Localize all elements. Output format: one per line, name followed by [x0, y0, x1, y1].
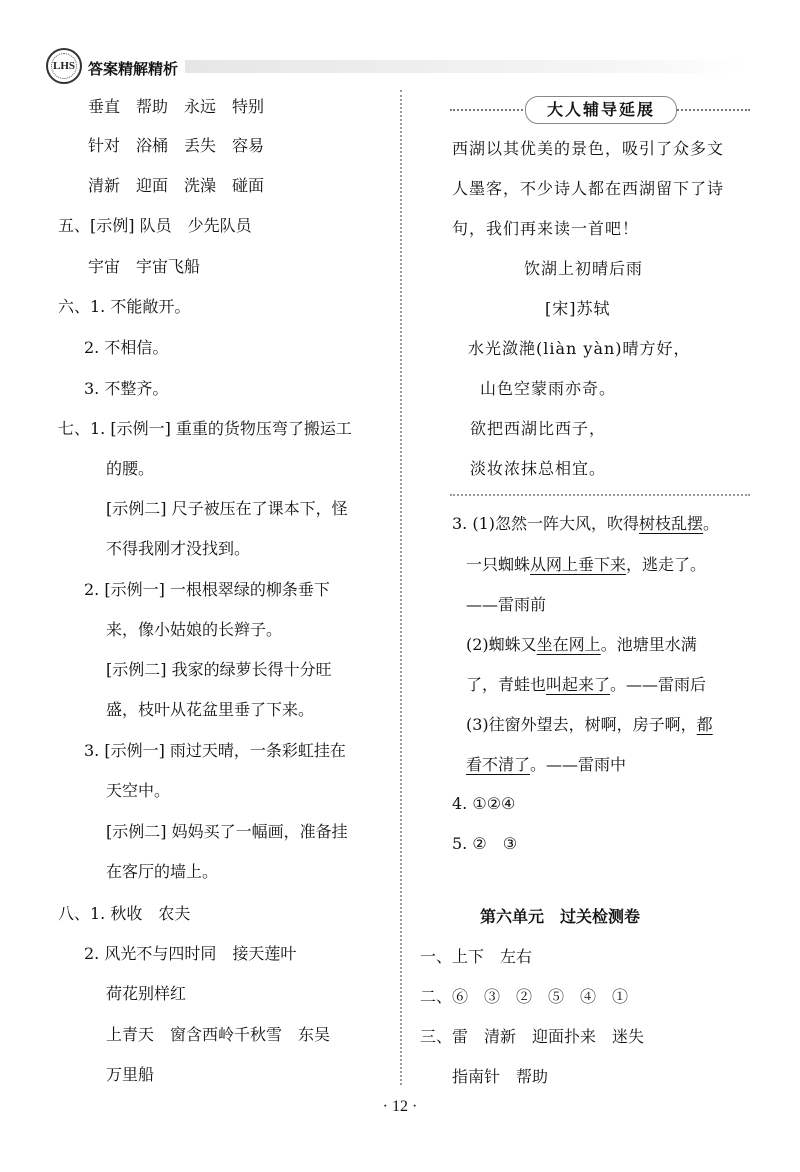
text: 一只蜘蛛 [466, 555, 531, 574]
answer-line: 七、1. [示例一] 重重的货物压弯了搬运工 [58, 419, 352, 438]
answer-line: ——雷雨前 [466, 595, 547, 614]
answer-line [466, 753, 626, 777]
answer-line [466, 633, 697, 657]
poem-title: 饮湖上初晴后雨 [524, 259, 644, 278]
text: 。 [703, 514, 720, 533]
answer-line: [示例二] 尺子被压在了课本下，怪 [106, 499, 348, 518]
answer-line: 上青天 窗含西岭千秋雪 东吴 [106, 1025, 331, 1044]
unit-title: 第六单元 过关检测卷 [480, 907, 641, 926]
answer-line: 3. [示例一] 雨过天晴，一条彩虹挂在 [84, 741, 346, 760]
answer-line: 清新 迎面 洗澡 碰面 [88, 176, 265, 195]
answer-line: [示例二] 妈妈买了一幅画，准备挂 [106, 822, 348, 841]
section-rule [450, 494, 750, 496]
answer-line: 六、1. 不能敞开。 [58, 297, 191, 316]
answer-line: 2. 不相信。 [84, 338, 169, 357]
underlined-answer: 看不清了 [466, 755, 531, 774]
text: 了，青蛙也 [466, 675, 547, 694]
intro-line: 西湖以其优美的景色，吸引了众多文 [452, 139, 725, 158]
answer-line: 万里船 [106, 1065, 155, 1084]
answer-line: 天空中。 [106, 781, 171, 800]
underlined-answer: 坐在网上 [536, 635, 601, 654]
answer-line: 来，像小姑娘的长辫子。 [106, 620, 283, 639]
header-bar [185, 60, 745, 73]
answer-line: 盛，枝叶从花盆里垂了下来。 [106, 700, 315, 719]
answer-line: 二、⑥ ③ ② ⑤ ④ ① [420, 987, 629, 1006]
answer-line: 八、1. 秋收 农夫 [58, 904, 191, 923]
underlined-answer: 从网上垂下来 [530, 555, 627, 574]
answer-line: 5. ② ③ [452, 834, 518, 853]
text: 3. (1)忽然一阵大风，吹得 [452, 514, 640, 533]
answer-line: 2. [示例一] 一根根翠绿的柳条垂下 [84, 580, 330, 599]
column-divider [400, 90, 402, 1085]
answer-line: 不得我刚才没找到。 [106, 539, 251, 558]
answer-line: 五、[示例] 队员 少先队员 [58, 216, 252, 235]
header-title: 答案精解精析 [88, 60, 179, 78]
page-header [40, 40, 760, 90]
parent-guide-banner: 大人辅导延展 [525, 96, 677, 124]
answer-line: 一、上下 左右 [420, 947, 533, 966]
answer-line: 4. ①②④ [452, 794, 516, 813]
answer-line [466, 673, 706, 697]
poem-line: 淡妆浓抹总相宜。 [470, 459, 607, 478]
answer-line: [示例二] 我家的绿萝长得十分旺 [106, 660, 332, 679]
underlined-answer: 树枝乱摆 [639, 514, 704, 533]
text: 。——雷雨中 [530, 755, 627, 774]
answer-line: 在客厅的墙上。 [106, 862, 219, 881]
poem-author: [宋]苏轼 [545, 299, 611, 318]
text: 。——雷雨后 [610, 675, 707, 694]
answer-line: 宇宙 宇宙飞船 [88, 257, 201, 276]
underlined-answer: 都 [696, 715, 713, 734]
poem-line: 水光潋滟(liàn yàn)晴方好， [468, 339, 691, 358]
answer-line: 垂直 帮助 永远 特别 [88, 97, 265, 116]
answer-line: 荷花别样红 [106, 984, 187, 1003]
answer-line: 2. 风光不与四时同 接天莲叶 [84, 944, 297, 963]
poem-line: 欲把西湖比西子， [470, 419, 607, 438]
answer-line: 三、雷 清新 迎面扑来 迷失 [420, 1027, 645, 1046]
answer-line [452, 512, 719, 536]
answer-line: 针对 浴桶 丢失 容易 [88, 136, 265, 155]
text: ，逃走了。 [626, 555, 707, 574]
intro-line: 人墨客，不少诗人都在西湖留下了诗 [452, 179, 725, 198]
answer-line [466, 713, 713, 737]
text: 。池塘里水满 [600, 635, 697, 654]
poem-line: 山色空蒙雨亦奇。 [480, 379, 617, 398]
intro-line: 句，我们再来读一首吧！ [452, 219, 640, 238]
answer-line: 指南针 帮助 [452, 1067, 549, 1086]
answer-line: 3. 不整齐。 [84, 379, 169, 398]
answer-line [466, 553, 706, 577]
publisher-logo-icon: LHS [46, 48, 82, 84]
answer-line: 的腰。 [106, 459, 155, 478]
page-number: · 12 · [382, 1098, 418, 1115]
text: (3)往窗外望去，树啊，房子啊， [466, 715, 697, 734]
underlined-answer: 叫起来了 [546, 675, 611, 694]
text: (2)蜘蛛又 [466, 635, 537, 654]
